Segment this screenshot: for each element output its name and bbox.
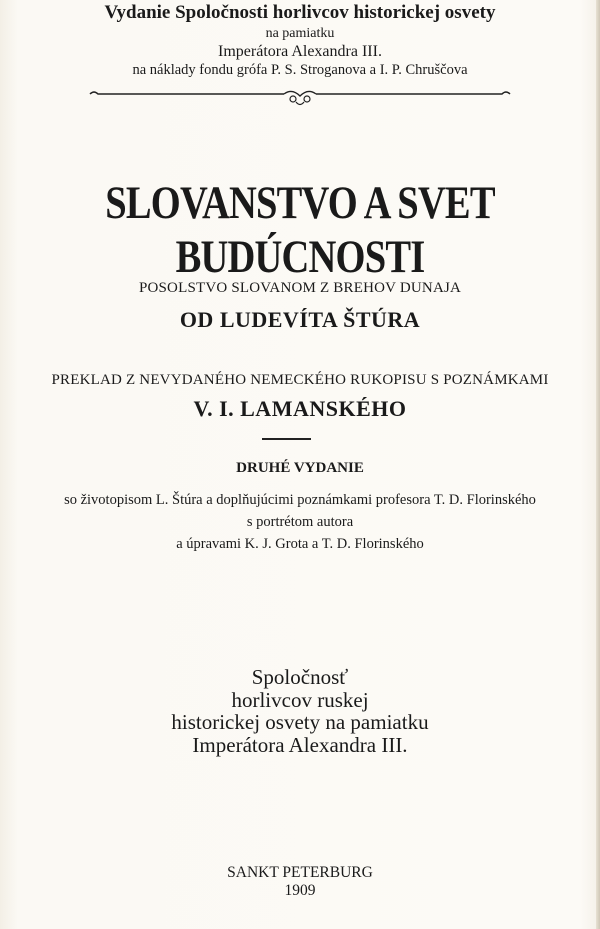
edition-line-biography: so životopisom L. Štúra a doplňujúcimi poznámkami profesora T. D. Florinského	[64, 492, 536, 508]
society-line-2: horlivcov ruskej	[231, 687, 369, 712]
translation-note: PREKLAD Z NEVYDANÉHO NEMECKÉHO RUKOPISU S POZNÁMKAMI	[51, 372, 549, 388]
ornament-divider-icon	[88, 86, 512, 108]
commemoration-line: na pamiatku	[265, 26, 335, 41]
short-rule	[262, 438, 311, 440]
publisher-header	[0, 2, 600, 79]
publisher-name: Vydanie Spoločnosti horlivcov historickej osvety	[104, 2, 496, 23]
edition-label: DRUHÉ VYDANIE	[236, 460, 364, 476]
imprint	[0, 864, 600, 900]
society-line-4: Imperátora Alexandra III.	[192, 732, 408, 757]
translator-name: V. I. LAMANSKÉHO	[193, 396, 407, 421]
book-title: SLOVANSTVO A SVET BUDÚCNOSTI	[105, 177, 495, 283]
edition-line-portrait: s portrétom autora	[246, 514, 354, 530]
imprint-year: 1909	[284, 882, 316, 899]
funding-line: na náklady fondu grófa P. S. Stroganova a I. P. Chruščova	[132, 62, 468, 78]
society-block	[0, 666, 600, 756]
emperor-line: Imperátora Alexandra III.	[218, 43, 382, 60]
imprint-city: SANKT PETERBURG	[227, 864, 373, 881]
society-line-3: historickej osvety na pamiatku	[171, 710, 429, 734]
edition-description	[0, 489, 600, 555]
book-subtitle: POSOLSTVO SLOVANOM Z BREHOV DUNAJA	[138, 280, 462, 296]
society-line-1: Spoločnosť	[251, 665, 349, 689]
author-name: OD LUDEVÍTA ŠTÚRA	[179, 307, 421, 332]
edition-line-editors: a úpravami K. J. Grota a T. D. Florinského	[176, 536, 424, 552]
